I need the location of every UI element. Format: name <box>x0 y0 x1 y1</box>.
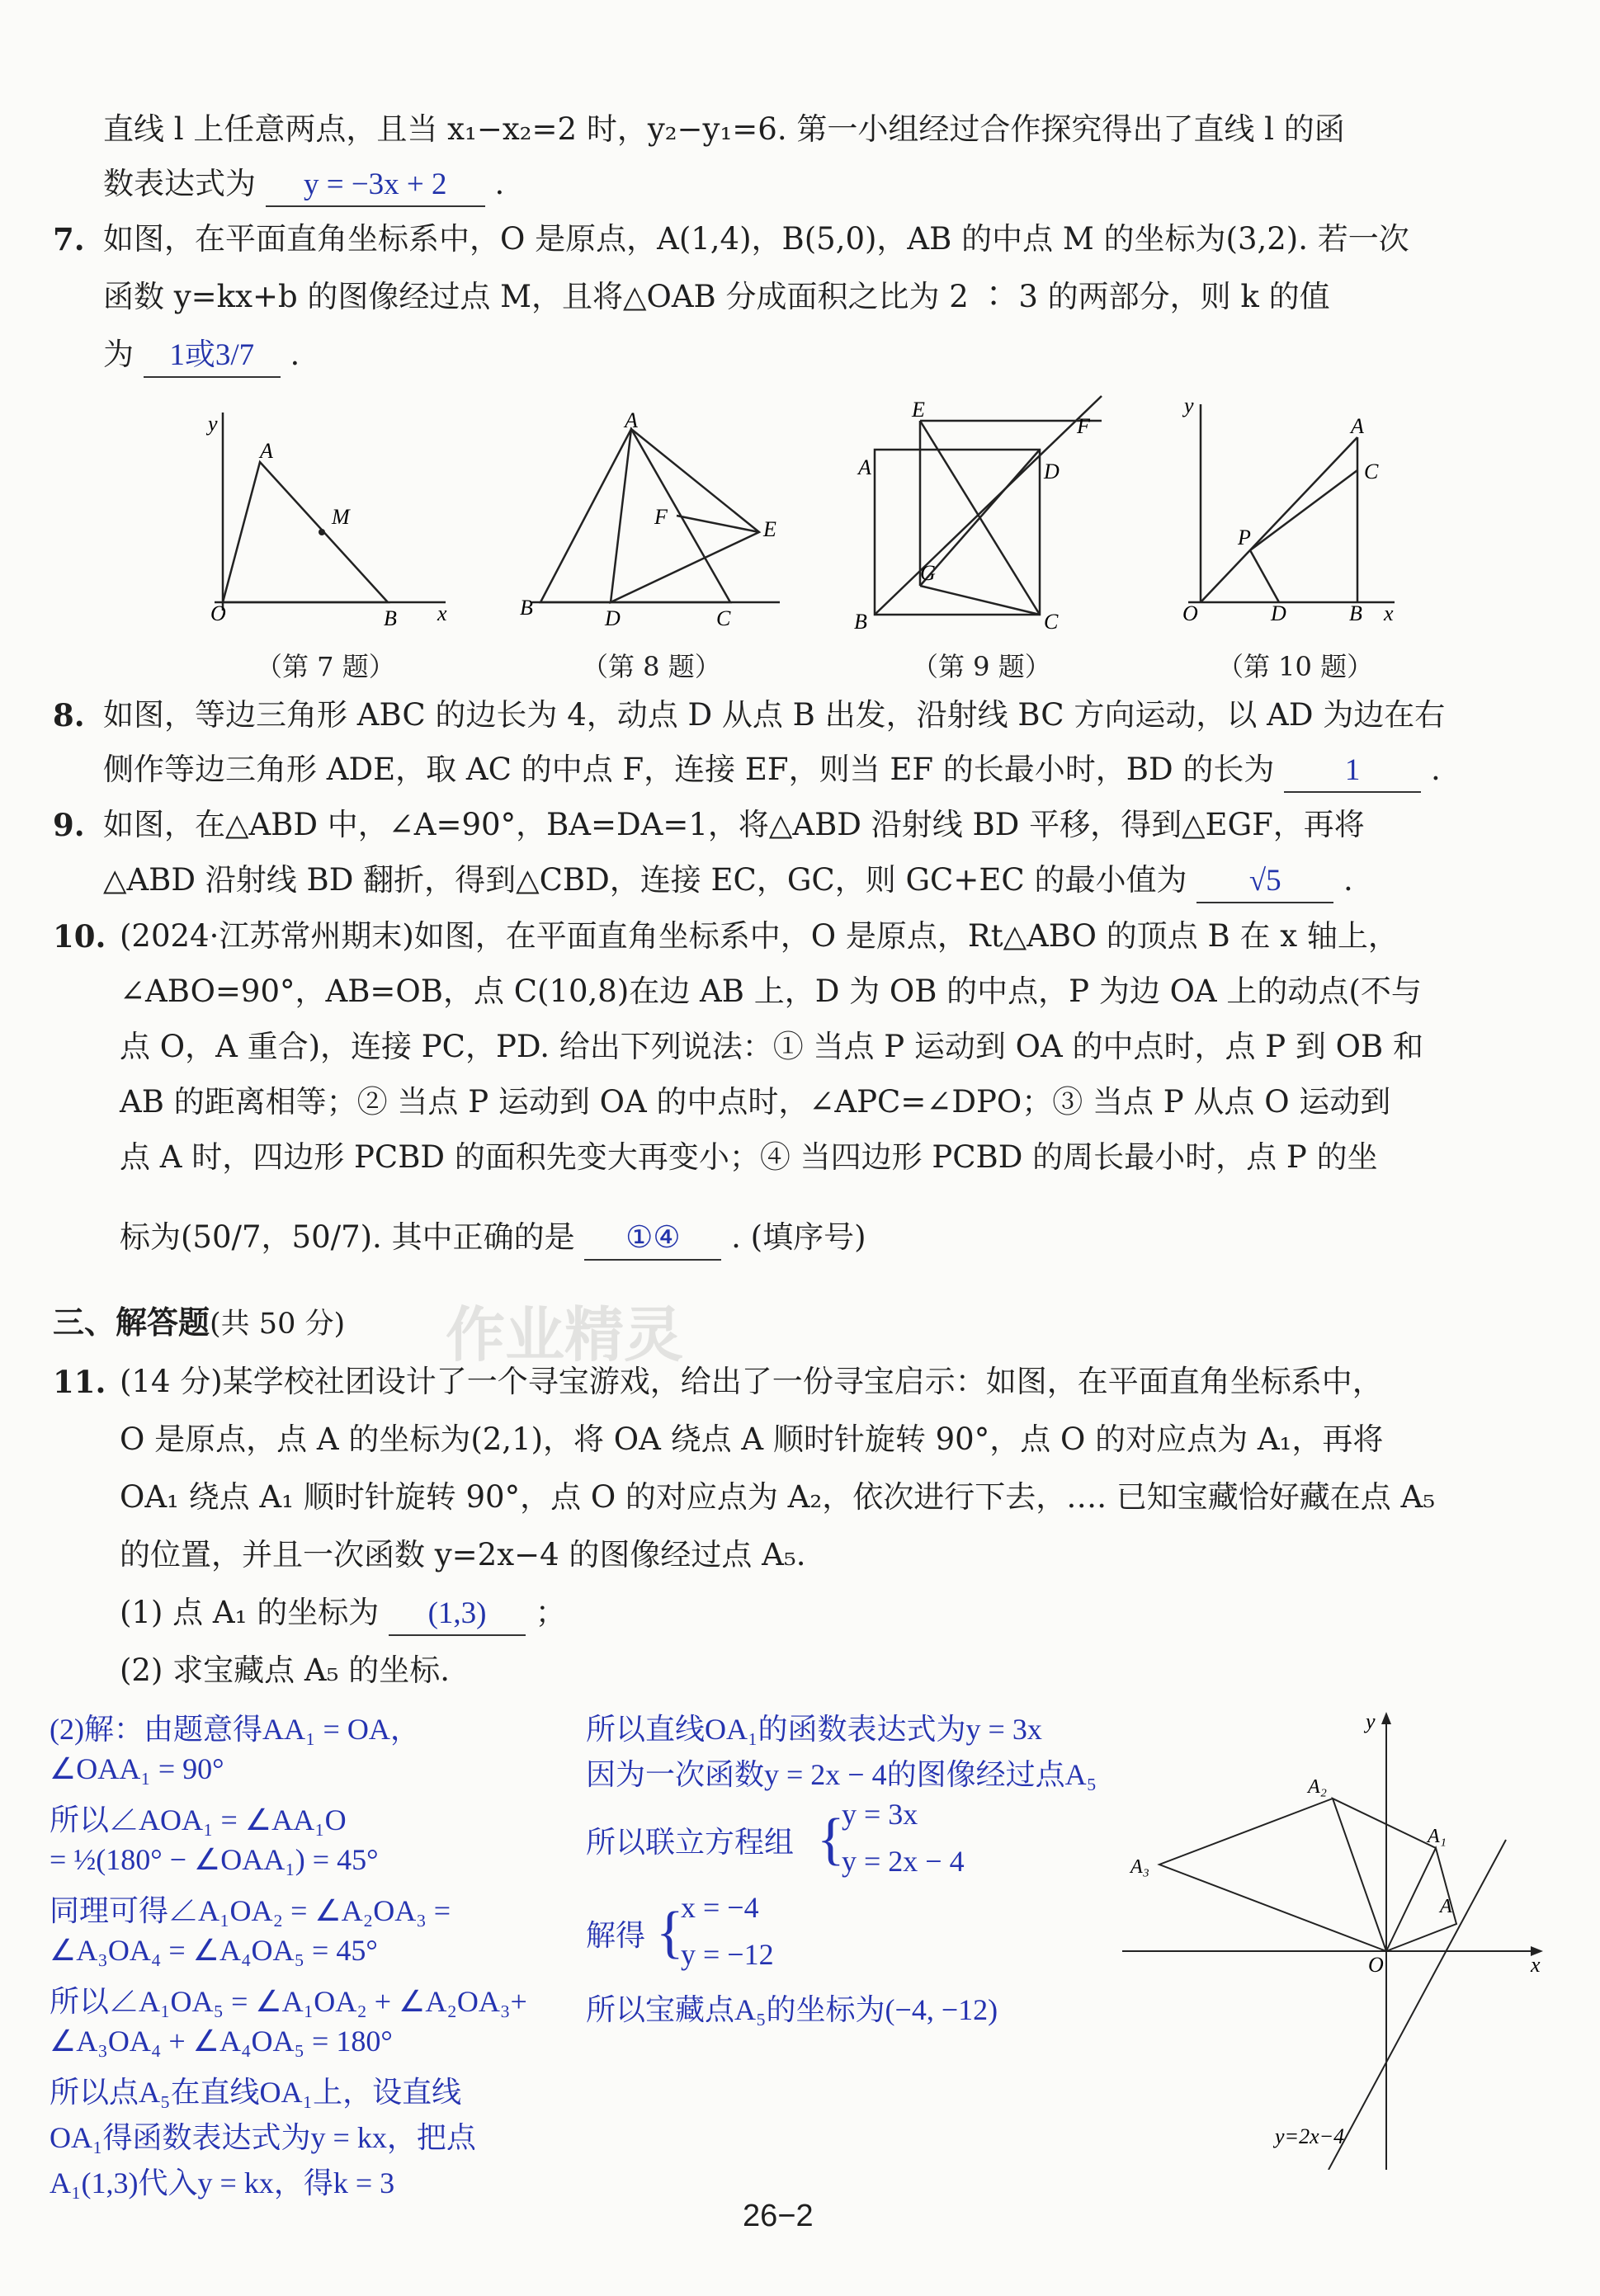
caption-fig8: （第 8 题） <box>582 651 721 682</box>
svg-text:A₁: A₁ <box>1428 1826 1447 1847</box>
svg-text:P: P <box>1238 526 1251 549</box>
caption-fig9: （第 9 题） <box>912 651 1051 682</box>
solution-line: 解得 <box>586 1919 646 1952</box>
svg-text:A₃: A₃ <box>1130 1856 1150 1878</box>
q9-line1: 如图，在△ABD 中，∠A=90°，BA=DA=1，将△ABD 沿射线 BD 平移，得到△EGF，再将 <box>103 807 1365 842</box>
solution-line: 所以∠A₁OA₅ = ∠A₁OA₂ + ∠A₂OA₃+ <box>50 1985 527 2018</box>
svg-text:A: A <box>625 413 638 432</box>
svg-text:x: x <box>1384 601 1394 625</box>
solution-line: ∠A₃OA₄ + ∠A₄OA₅ = 180° <box>50 2025 393 2058</box>
section-title: 三、解答题(共 50 分) <box>53 1304 346 1341</box>
svg-text:A₂: A₂ <box>1308 1776 1328 1798</box>
q7-line3: 为 1或3/7 . <box>103 334 300 378</box>
brace-icon: { <box>817 1808 845 1871</box>
q10-line4: AB 的距离相等；② 当点 P 运动到 OA 的中点时，∠APC=∠DPO；③ 当点 P 从点 O 运动到 <box>120 1084 1391 1120</box>
q11-sub1-answer: (1,3) <box>389 1593 526 1636</box>
caption-fig7: （第 7 题） <box>256 651 395 682</box>
svg-text:D: D <box>1271 601 1286 625</box>
svg-text:B: B <box>384 606 397 627</box>
brace-icon: { <box>656 1901 684 1964</box>
system1-eq1: y = 3x <box>842 1798 918 1831</box>
svg-text:O: O <box>1368 1953 1384 1977</box>
q11-sub1: (1) 点 A₁ 的坐标为 (1,3) ； <box>120 1592 566 1636</box>
q8-line1: 如图，等边三角形 ABC 的边长为 4，动点 D 从点 B 出发，沿射线 BC 方向运动，以 AD 为边在右 <box>103 697 1446 733</box>
solution-line: 因为一次函数y = 2x − 4的图像经过点A₅ <box>586 1758 1097 1791</box>
svg-text:x: x <box>1531 1953 1541 1977</box>
page-number: 26−2 <box>743 2199 814 2233</box>
solution-line: 所以点A₅在直线OA₁上，设直线 <box>50 2076 462 2109</box>
solution-line: 所以宝藏点A₅的坐标为(−4, −12) <box>586 1993 998 2026</box>
svg-text:B: B <box>854 610 867 634</box>
q9-number: 9. <box>53 807 85 843</box>
svg-text:F: F <box>1077 414 1090 438</box>
q8-answer: 1 <box>1284 750 1421 793</box>
svg-text:D: D <box>1044 460 1060 483</box>
watermark: 作业精灵 <box>446 1300 684 1370</box>
fig11-line-label: y=2x−4 <box>1275 2124 1345 2148</box>
q11-line4: 的位置，并且一次函数 y=2x−4 的图像经过点 A₅. <box>120 1537 806 1572</box>
q7-line2: 函数 y=kx+b 的图像经过点 M，且将△OAB 分成面积之比为 2 ∶ 3 的两部分，则 k 的值 <box>103 279 1330 314</box>
svg-text:C: C <box>1364 460 1379 483</box>
q6-line2: 数表达式为 y = −3x + 2 . <box>103 163 504 207</box>
svg-text:D: D <box>605 606 621 627</box>
fig10-segment-oa <box>1201 437 1357 602</box>
figure-q9 <box>846 388 1118 635</box>
q8-number: 8. <box>53 697 85 733</box>
figure-q10 <box>1168 396 1407 627</box>
q10-line5: 点 A 时，四边形 PCBD 的面积先变大再变小；④ 当四边形 PCBD 的周长最小时，点 P 的坐 <box>120 1139 1378 1175</box>
caption-fig10: （第 10 题） <box>1217 651 1374 682</box>
q10-line2: ∠ABO=90°，AB=OB，点 C(10,8)在边 AB 上，D 为 OB 的中点，P 为边 OA 上的动点(不与 <box>120 974 1422 1009</box>
svg-text:G: G <box>920 561 936 585</box>
svg-text:y: y <box>1184 396 1194 417</box>
svg-text:C: C <box>716 606 731 627</box>
figure-q8 <box>507 413 788 627</box>
figure-q11 <box>1122 1708 1551 2170</box>
fig7-point-m <box>319 529 325 535</box>
q11-line1: (14 分)某学校社团设计了一个寻宝游戏，给出了一份寻宝启示：如图，在平面直角坐标系中， <box>120 1364 1383 1399</box>
system1-eq2: y = 2x − 4 <box>842 1845 965 1878</box>
q10-answer: ①④ <box>584 1218 721 1261</box>
svg-text:M: M <box>332 505 350 529</box>
q10-number: 10. <box>53 918 106 955</box>
solution-line: ∠A₃OA₄ = ∠A₄OA₅ = 45° <box>50 1934 378 1967</box>
svg-text:O: O <box>210 601 226 625</box>
solution-line: ∠OAA₁ = 90° <box>50 1752 224 1785</box>
q11-number: 11. <box>53 1364 106 1400</box>
solution-line: 所以∠AOA₁ = ∠AA₁O <box>50 1803 347 1836</box>
svg-text:E: E <box>763 517 776 541</box>
solution-line: OA₁得函数表达式为y = kx，把点 <box>50 2121 476 2154</box>
svg-text:O: O <box>1182 601 1198 625</box>
svg-text:F: F <box>654 505 668 529</box>
q11-line2: O 是原点，点 A 的坐标为(2,1)，将 OA 绕点 A 顺时针旋转 90°，点 O 的对应点为 A₁，再将 <box>120 1421 1384 1457</box>
system2-eq1: x = −4 <box>681 1891 759 1924</box>
svg-text:x: x <box>437 601 447 625</box>
fig8-triangle-ade <box>611 429 759 602</box>
q6-answer: y = −3x + 2 <box>266 164 485 207</box>
q7-number: 7. <box>53 221 85 257</box>
q9-answer: √5 <box>1196 860 1333 903</box>
svg-text:y: y <box>208 413 218 436</box>
q6-line1: 直线 l 上任意两点，且当 x₁−x₂=2 时，y₂−y₁=6. 第一小组经过合作探究得出了直线 l 的函 <box>103 111 1345 147</box>
solution-line: A₁(1,3)代入y = kx，得k = 3 <box>50 2166 395 2199</box>
q10-line1: (2024·江苏常州期末)如图，在平面直角坐标系中，O 是原点，Rt△ABO 的顶点 B 在 x 轴上， <box>120 918 1399 954</box>
svg-text:A: A <box>1440 1896 1452 1917</box>
q10-line3: 点 O，A 重合)，连接 PC，PD. 给出下列说法：① 当点 P 运动到 OA 的中点时，点 P 到 OB 和 <box>120 1029 1423 1064</box>
q7-line1: 如图，在平面直角坐标系中，O 是原点，A(1,4)，B(5,0)，AB 的中点 M 的坐标为(3,2). 若一次 <box>103 221 1409 257</box>
svg-text:B: B <box>1349 601 1362 625</box>
q11-sub2: (2) 求宝藏点 A₅ 的坐标. <box>120 1652 451 1688</box>
svg-text:A: A <box>1351 414 1364 438</box>
svg-text:y: y <box>1366 1709 1376 1733</box>
solution-line: = ½(180° − ∠OAA₁) = 45° <box>50 1843 379 1876</box>
q10-line6: 标为(50/7，50/7). 其中正确的是 ①④ . (填序号) <box>120 1217 866 1261</box>
svg-text:C: C <box>1044 610 1059 634</box>
solution-line: 同理可得∠A₁OA₂ = ∠A₂OA₃ = <box>50 1894 451 1927</box>
svg-text:A: A <box>858 455 871 479</box>
fig8-triangle-abc <box>540 429 730 602</box>
solution-line: 所以联立方程组 <box>586 1826 795 1859</box>
fig7-triangle <box>223 462 388 602</box>
svg-text:A: A <box>260 439 273 463</box>
q7-answer: 1或3/7 <box>144 335 281 378</box>
solution-line: 所以直线OA₁的函数表达式为y = 3x <box>586 1713 1042 1746</box>
svg-text:B: B <box>520 596 533 620</box>
figure-q7 <box>198 413 462 627</box>
q8-line2: 侧作等边三角形 ADE，取 AC 的中点 F，连接 EF，则当 EF 的长最小时，BD 的长为 1 . <box>103 749 1441 793</box>
q9-line2: △ABD 沿射线 BD 翻折，得到△CBD，连接 EC，GC，则 GC+EC 的最小值为 √5 . <box>103 860 1353 903</box>
fig11-line <box>1329 1840 1506 2170</box>
system2-eq2: y = −12 <box>681 1938 774 1971</box>
svg-text:E: E <box>912 398 925 422</box>
solution-line: (2)解：由题意得AA₁ = OA， <box>50 1713 420 1746</box>
q11-line3: OA₁ 绕点 A₁ 顺时针旋转 90°，点 O 的对应点为 A₂，依次进行下去，…. 已知宝藏恰好藏在点 A₅ <box>120 1479 1436 1515</box>
